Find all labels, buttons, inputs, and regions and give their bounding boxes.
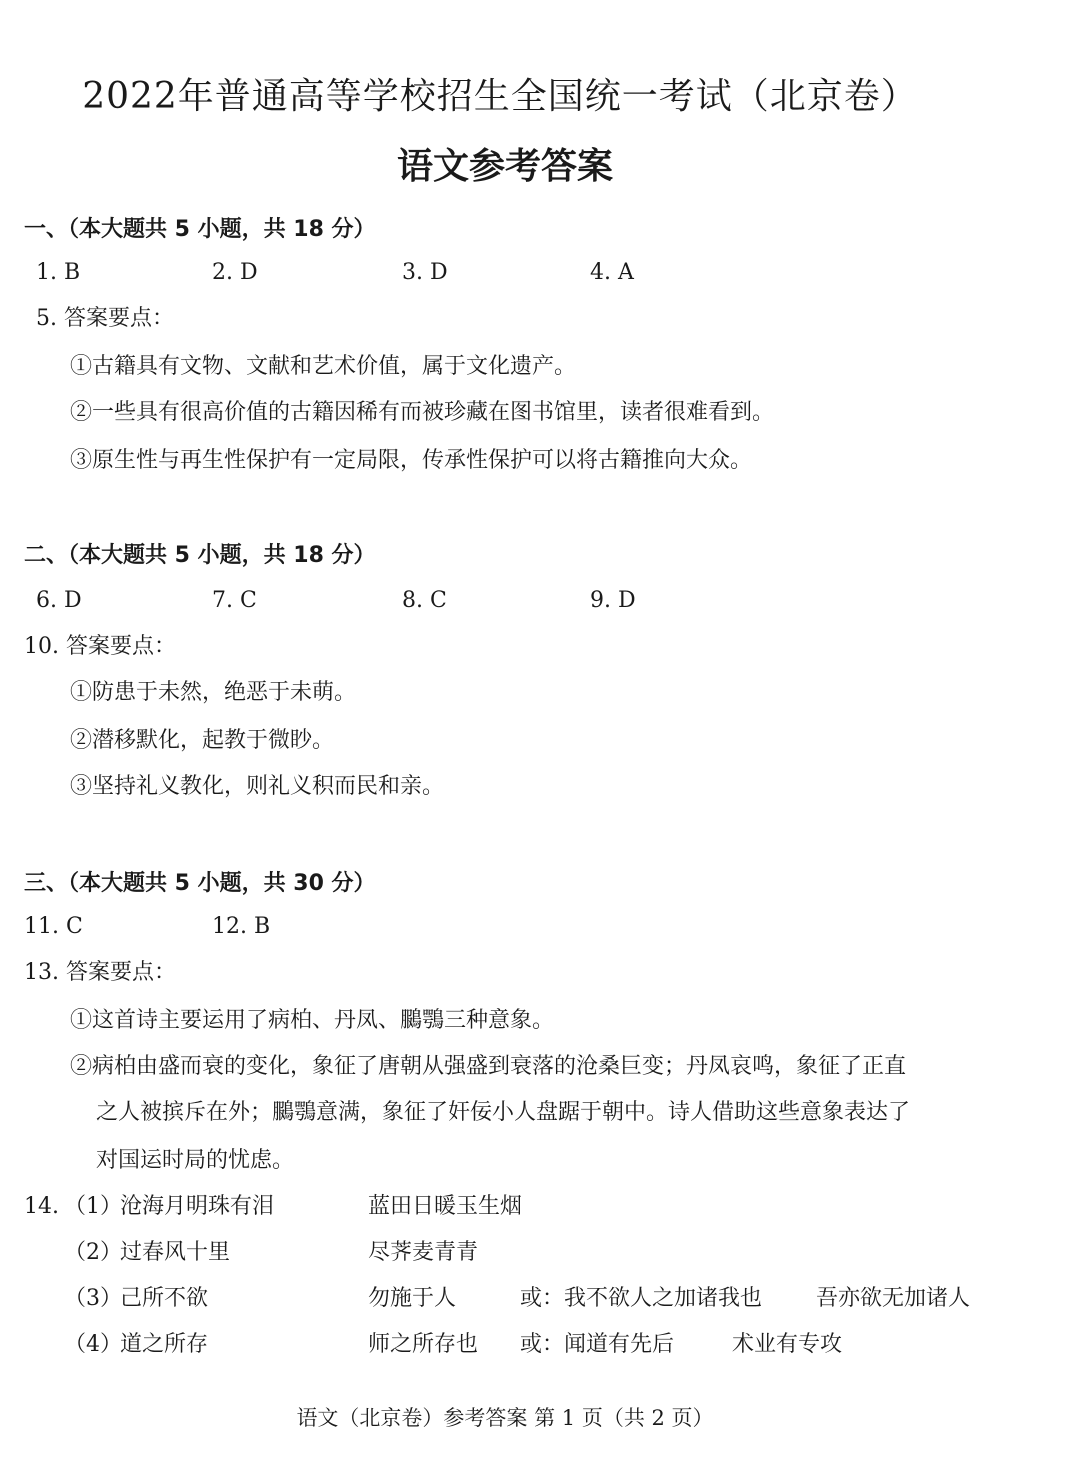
section-3-heading: 三、（本大题共 5 小题，共 30 分） [24,871,376,896]
q13-label: 13. 答案要点： [24,960,176,985]
q13-point-2-end: 对国运时局的忧虑。 [96,1148,295,1173]
answer-q6: 6. D [36,588,82,613]
q14-row-1-b: 蓝田日暖玉生烟 [368,1194,523,1219]
answer-q8: 8. C [402,588,447,613]
answer-q1: 1. B [36,260,81,285]
answer-q3: 3. D [402,260,448,285]
q13-point-1: ①这首诗主要运用了病柏、丹凤、鵩鶚三种意象。 [70,1008,555,1033]
q14-row-3-c: 或：我不欲人之加诸我也 [520,1286,763,1311]
q14-row-2-num: （2） [64,1240,122,1265]
answer-q9: 9. D [590,588,636,613]
q14-row-4-b: 师之所存也 [368,1332,479,1357]
q14-row-4-d: 术业有专攻 [732,1332,843,1357]
answer-q12: 12. B [212,914,271,939]
q13-point-2: ②病柏由盛而衰的变化，象征了唐朝从强盛到衰落的沧桑巨变；丹凤哀鸣，象征了正直 [70,1054,907,1079]
answer-q7: 7. C [212,588,257,613]
q5-label: 5. 答案要点： [36,306,174,331]
q14-row-4-c: 或：闻道有先后 [520,1332,675,1357]
q14-row-4-num: （4） [64,1332,122,1357]
q14-row-3-b: 勿施于人 [368,1286,457,1311]
q14-row-1-num: （1） [64,1194,122,1219]
section-2-heading: 二、（本大题共 5 小题，共 18 分） [24,543,376,568]
q14-row-1-a: 沧海月明珠有泪 [120,1194,275,1219]
q14-row-2-a: 过春风十里 [120,1240,231,1265]
q14-row-2-b: 尽荠麦青青 [368,1240,479,1265]
answer-q2: 2. D [212,260,258,285]
page-subtitle: 语文参考答案 [396,146,613,187]
q14-row-3-a: 己所不欲 [120,1286,209,1311]
q13-point-2-cont: 之人被摈斥在外；鵩鶚意满，象征了奸佞小人盘踞于朝中。诗人借助这些意象表达了 [96,1100,911,1125]
q10-point-3: ③坚持礼义教化，则礼义积而民和亲。 [70,774,445,799]
q14-row-4-a: 道之所存 [120,1332,209,1357]
q5-point-2: ②一些具有很高价值的古籍因稀有而被珍藏在图书馆里，读者很难看到。 [70,400,775,425]
q10-point-1: ①防患于未然，绝恶于未萌。 [70,680,357,705]
answer-q11: 11. C [24,914,83,939]
section-1-heading: 一、（本大题共 5 小题，共 18 分） [24,217,376,242]
q10-point-2: ②潜移默化，起教于微眇。 [70,728,335,753]
q5-point-1: ①古籍具有文物、文献和艺术价值，属于文化遗产。 [70,354,577,379]
exam-title: 2022年普通高等学校招生全国统一考试（北京卷） [82,76,918,117]
answer-q4: 4. A [590,260,634,285]
q5-point-3: ③原生性与再生性保护有一定局限，传承性保护可以将古籍推向大众。 [70,448,753,473]
q14-row-3-num: （3） [64,1286,122,1311]
page-footer: 语文（北京卷）参考答案 第 1 页（共 2 页） [296,1406,714,1430]
q14-row-3-d: 吾亦欲无加诸人 [816,1286,971,1311]
q14-label: 14. [24,1194,59,1219]
q10-label: 10. 答案要点： [24,634,176,659]
